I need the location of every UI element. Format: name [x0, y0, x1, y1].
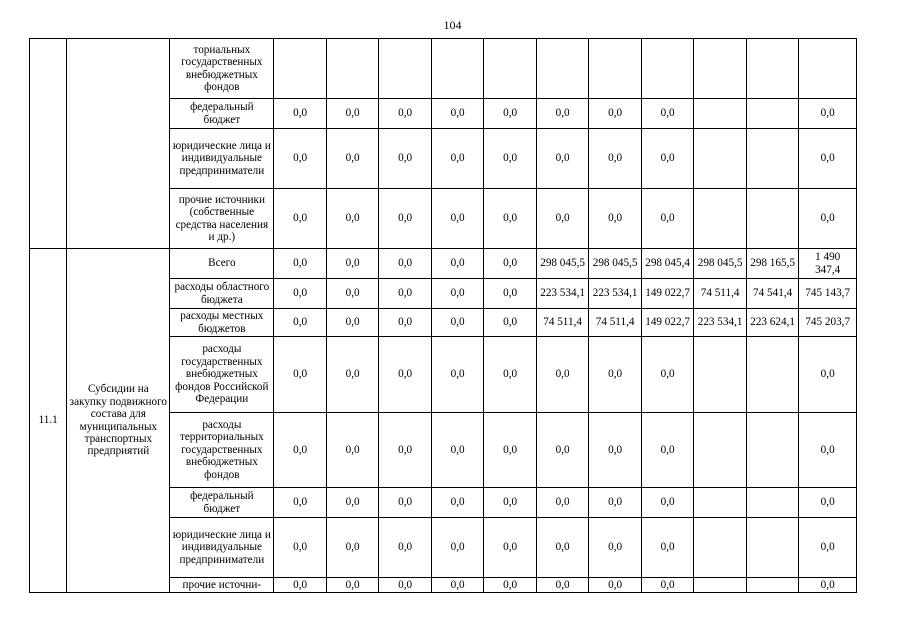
event-value-cell-3: 0,0: [379, 518, 432, 578]
continuation-value-cell-7: 0,0: [589, 99, 642, 129]
continuation-value-cell-5: 0,0: [484, 129, 537, 189]
event-value-cell-2: 0,0: [326, 279, 379, 309]
event-value-cell-4: 0,0: [431, 413, 484, 488]
continuation-value-cell-8: 0,0: [641, 129, 694, 189]
continuation-value-cell-6: 0,0: [536, 189, 589, 249]
continuation-value-cell-1: 0,0: [274, 129, 327, 189]
continuation-source-cell: юридические лица и индивидуальные предприниматели: [170, 129, 274, 189]
event-value-cell-4: 0,0: [431, 518, 484, 578]
continuation-value-cell-10: [746, 189, 799, 249]
continuation-value-cell-4: 0,0: [431, 129, 484, 189]
continuation-source-cell: прочие источники (собственные средства населения и др.): [170, 189, 274, 249]
event-value-cell-6: 74 511,4: [536, 309, 589, 337]
event-value-cell-1: 0,0: [274, 518, 327, 578]
continuation-value-cell-4: [431, 39, 484, 99]
event-value-cell-10: 223 624,1: [746, 309, 799, 337]
continuation-value-cell-8: 0,0: [641, 189, 694, 249]
event-value-cell-7: 0,0: [589, 578, 642, 593]
event-value-cell-8: 0,0: [641, 488, 694, 518]
event-value-cell-11: 0,0: [799, 413, 857, 488]
event-value-cell-5: 0,0: [484, 518, 537, 578]
row-number-cell: 11.1: [30, 249, 67, 593]
event-value-cell-6: 0,0: [536, 518, 589, 578]
continuation-value-cell-9: [694, 189, 747, 249]
continuation-value-cell-2: [326, 39, 379, 99]
event-value-cell-1: 0,0: [274, 249, 327, 279]
event-value-cell-6: 298 045,5: [536, 249, 589, 279]
event-value-cell-6: 0,0: [536, 337, 589, 413]
continuation-value-cell-11: 0,0: [799, 129, 857, 189]
continuation-value-cell-10: [746, 99, 799, 129]
continuation-value-cell-1: [274, 39, 327, 99]
event-value-cell-7: 74 511,4: [589, 309, 642, 337]
event-value-cell-2: 0,0: [326, 337, 379, 413]
event-value-cell-11: 745 203,7: [799, 309, 857, 337]
row-number-cell-empty: [30, 39, 67, 249]
continuation-value-cell-10: [746, 39, 799, 99]
event-value-cell-5: 0,0: [484, 279, 537, 309]
event-value-cell-9: [694, 413, 747, 488]
event-value-cell-4: 0,0: [431, 337, 484, 413]
event-value-cell-9: [694, 488, 747, 518]
event-name-cell-empty: [67, 39, 170, 249]
continuation-value-cell-8: 0,0: [641, 99, 694, 129]
event-value-cell-11: 0,0: [799, 518, 857, 578]
continuation-value-cell-2: 0,0: [326, 129, 379, 189]
event-source-cell: расходы государственных внебюджетных фондов Российской Федерации: [170, 337, 274, 413]
continuation-value-cell-6: [536, 39, 589, 99]
budget-table: [29, 38, 857, 593]
continuation-value-cell-4: 0,0: [431, 189, 484, 249]
event-source-cell: Всего: [170, 249, 274, 279]
continuation-value-cell-3: 0,0: [379, 189, 432, 249]
continuation-value-cell-7: 0,0: [589, 189, 642, 249]
continuation-source-cell: федеральный бюджет: [170, 99, 274, 129]
event-value-cell-8: 0,0: [641, 518, 694, 578]
event-source-cell: расходы областного бюджета: [170, 279, 274, 309]
continuation-value-cell-3: 0,0: [379, 99, 432, 129]
event-value-cell-5: 0,0: [484, 488, 537, 518]
event-value-cell-4: 0,0: [431, 279, 484, 309]
event-value-cell-11: 1 490 347,4: [799, 249, 857, 279]
event-value-cell-2: 0,0: [326, 309, 379, 337]
event-value-cell-10: [746, 488, 799, 518]
event-value-cell-7: 223 534,1: [589, 279, 642, 309]
event-value-cell-6: 0,0: [536, 488, 589, 518]
continuation-value-cell-5: [484, 39, 537, 99]
event-value-cell-5: 0,0: [484, 413, 537, 488]
event-name-cell: Субсидии на закупку подвижного состава для муниципальных транспортных предприятий: [67, 249, 170, 593]
event-value-cell-7: 0,0: [589, 518, 642, 578]
event-source-cell: прочие источни-: [170, 578, 274, 593]
event-value-cell-8: 149 022,7: [641, 279, 694, 309]
event-value-cell-9: [694, 337, 747, 413]
continuation-value-cell-8: [641, 39, 694, 99]
event-value-cell-7: 298 045,5: [589, 249, 642, 279]
event-value-cell-1: 0,0: [274, 578, 327, 593]
continuation-value-cell-10: [746, 129, 799, 189]
continuation-value-cell-7: [589, 39, 642, 99]
event-value-cell-4: 0,0: [431, 488, 484, 518]
event-value-cell-9: 298 045,5: [694, 249, 747, 279]
event-source-cell: расходы территориальных государственных внебюджетных фондов: [170, 413, 274, 488]
event-value-cell-5: 0,0: [484, 337, 537, 413]
event-value-cell-11: 0,0: [799, 337, 857, 413]
continuation-source-cell: ториальных государственных внебюджетных фондов: [170, 39, 274, 99]
event-value-cell-9: 223 534,1: [694, 309, 747, 337]
continuation-value-cell-5: 0,0: [484, 99, 537, 129]
event-value-cell-8: 298 045,4: [641, 249, 694, 279]
event-value-cell-3: 0,0: [379, 488, 432, 518]
event-value-cell-8: 0,0: [641, 413, 694, 488]
continuation-value-cell-2: 0,0: [326, 99, 379, 129]
event-value-cell-2: 0,0: [326, 518, 379, 578]
event-source-cell: федеральный бюджет: [170, 488, 274, 518]
continuation-value-cell-9: [694, 99, 747, 129]
continuation-value-cell-1: 0,0: [274, 189, 327, 249]
continuation-value-cell-9: [694, 39, 747, 99]
event-value-cell-5: 0,0: [484, 309, 537, 337]
event-value-cell-10: [746, 518, 799, 578]
continuation-value-cell-5: 0,0: [484, 189, 537, 249]
event-value-cell-7: 0,0: [589, 413, 642, 488]
continuation-value-cell-1: 0,0: [274, 99, 327, 129]
event-value-cell-2: 0,0: [326, 488, 379, 518]
event-value-cell-4: 0,0: [431, 309, 484, 337]
event-value-cell-4: 0,0: [431, 578, 484, 593]
continuation-value-cell-3: [379, 39, 432, 99]
continuation-value-cell-11: 0,0: [799, 189, 857, 249]
event-value-cell-9: [694, 578, 747, 593]
continuation-value-cell-4: 0,0: [431, 99, 484, 129]
continuation-value-cell-6: 0,0: [536, 129, 589, 189]
page-number: 104: [443, 18, 462, 32]
event-value-cell-1: 0,0: [274, 337, 327, 413]
event-value-cell-10: [746, 337, 799, 413]
continuation-value-cell-3: 0,0: [379, 129, 432, 189]
event-value-cell-7: 0,0: [589, 488, 642, 518]
event-value-cell-10: 74 541,4: [746, 279, 799, 309]
event-value-cell-3: 0,0: [379, 337, 432, 413]
event-value-cell-3: 0,0: [379, 578, 432, 593]
event-value-cell-11: 0,0: [799, 578, 857, 593]
event-value-cell-10: 298 165,5: [746, 249, 799, 279]
event-value-cell-6: 0,0: [536, 578, 589, 593]
event-value-cell-5: 0,0: [484, 249, 537, 279]
event-value-cell-8: 149 022,7: [641, 309, 694, 337]
event-source-cell: юридические лица и индивидуальные предприниматели: [170, 518, 274, 578]
event-value-cell-11: 0,0: [799, 488, 857, 518]
event-value-cell-3: 0,0: [379, 249, 432, 279]
event-source-cell: расходы местных бюджетов: [170, 309, 274, 337]
event-value-cell-8: 0,0: [641, 578, 694, 593]
continuation-value-cell-7: 0,0: [589, 129, 642, 189]
event-value-cell-10: [746, 578, 799, 593]
event-value-cell-3: 0,0: [379, 309, 432, 337]
event-value-cell-11: 745 143,7: [799, 279, 857, 309]
continuation-value-cell-11: 0,0: [799, 99, 857, 129]
event-value-cell-3: 0,0: [379, 413, 432, 488]
event-value-cell-7: 0,0: [589, 337, 642, 413]
event-value-cell-9: 74 511,4: [694, 279, 747, 309]
continuation-value-cell-9: [694, 129, 747, 189]
event-value-cell-2: 0,0: [326, 578, 379, 593]
event-value-cell-8: 0,0: [641, 337, 694, 413]
event-value-cell-3: 0,0: [379, 279, 432, 309]
event-value-cell-6: 223 534,1: [536, 279, 589, 309]
continuation-value-cell-2: 0,0: [326, 189, 379, 249]
event-value-cell-9: [694, 518, 747, 578]
table-row: [30, 249, 857, 279]
event-value-cell-2: 0,0: [326, 249, 379, 279]
event-value-cell-6: 0,0: [536, 413, 589, 488]
event-value-cell-1: 0,0: [274, 279, 327, 309]
continuation-value-cell-6: 0,0: [536, 99, 589, 129]
continuation-value-cell-11: [799, 39, 857, 99]
table-row: [30, 39, 857, 99]
event-value-cell-2: 0,0: [326, 413, 379, 488]
event-value-cell-10: [746, 413, 799, 488]
event-value-cell-4: 0,0: [431, 249, 484, 279]
event-value-cell-1: 0,0: [274, 488, 327, 518]
event-value-cell-1: 0,0: [274, 413, 327, 488]
event-value-cell-1: 0,0: [274, 309, 327, 337]
event-value-cell-5: 0,0: [484, 578, 537, 593]
